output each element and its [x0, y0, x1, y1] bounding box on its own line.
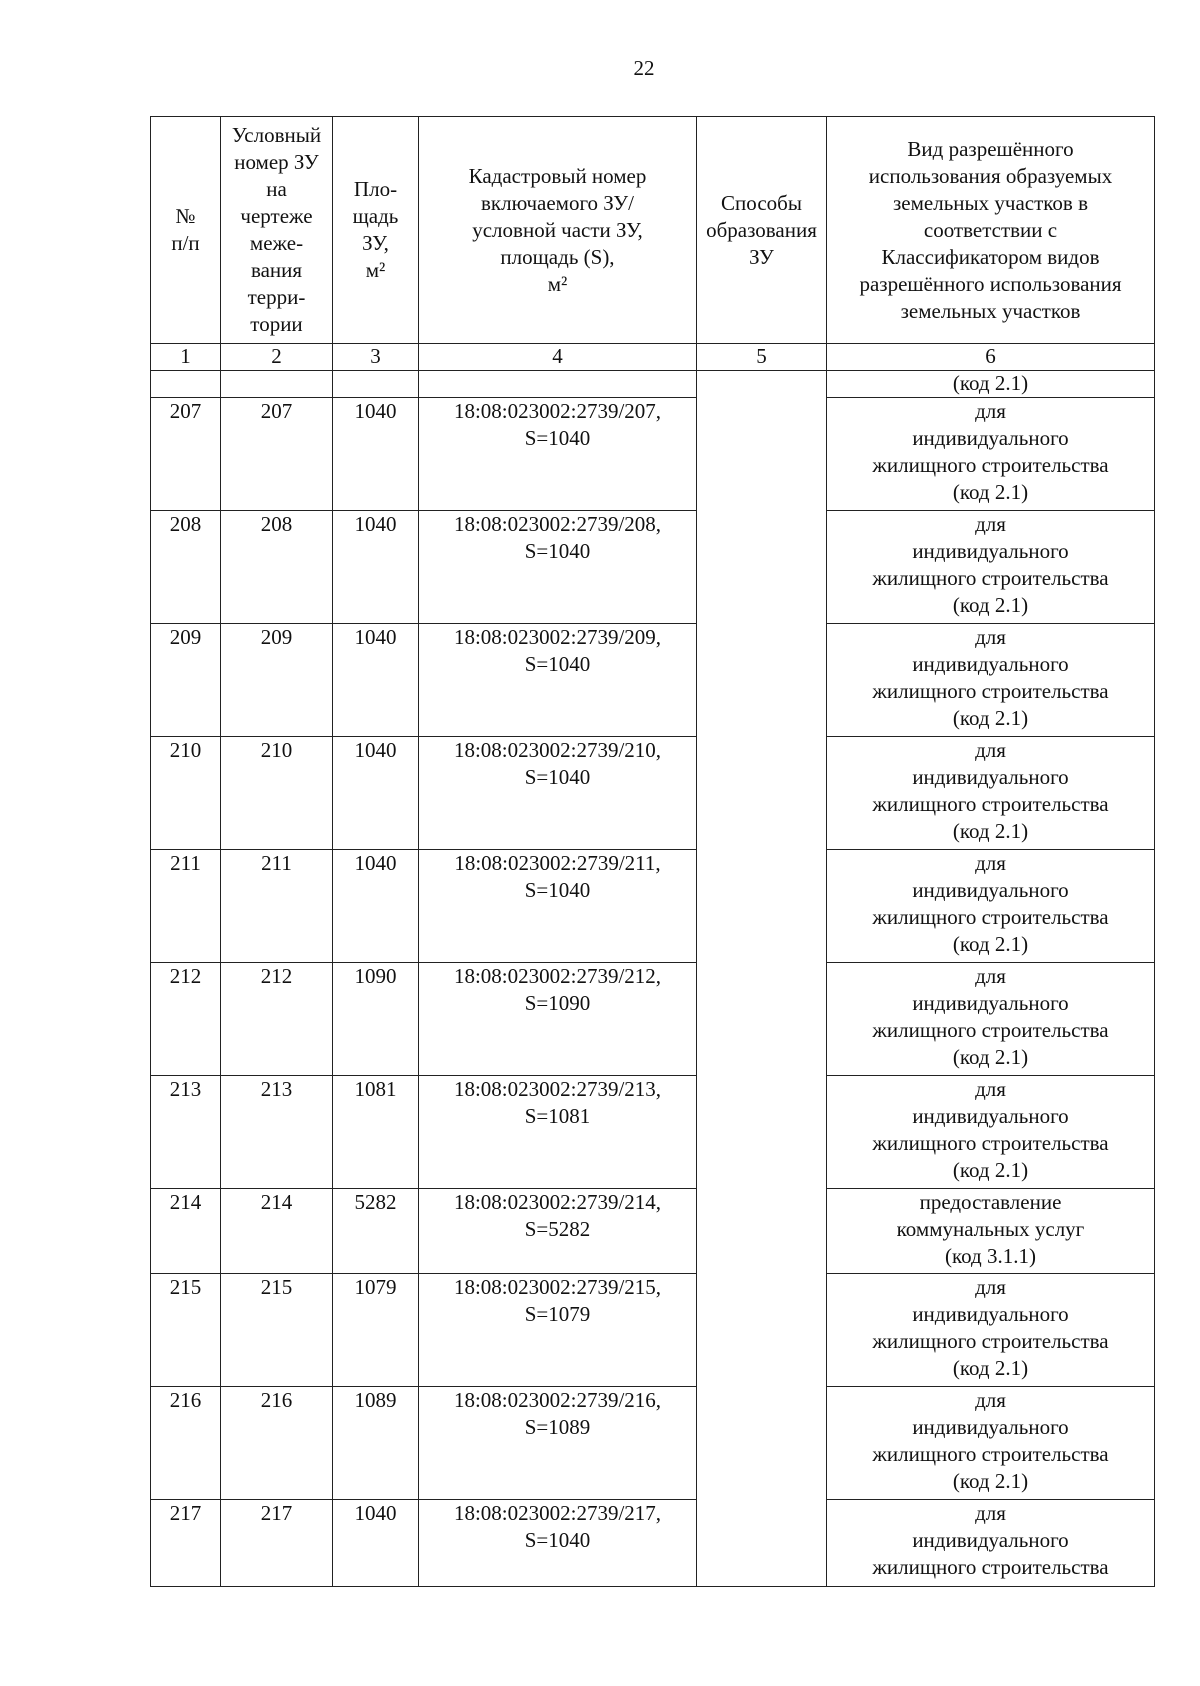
continuation-text: (код 2.1) [827, 371, 1155, 398]
header-line: № [175, 204, 196, 228]
row-number: 213 [151, 1076, 221, 1189]
conditional-number: 215 [221, 1274, 333, 1387]
header-col-2 [221, 117, 333, 344]
cadastral-number: 18:08:023002:2739/215, [453, 1275, 662, 1299]
cadastral-area: S=1081 [524, 1104, 591, 1128]
conditional-number: 209 [221, 624, 333, 737]
row-number: 214 [151, 1189, 221, 1274]
permitted-use-line: жилищного строительства [872, 1555, 1109, 1579]
table-row [151, 1076, 1155, 1189]
row-number: 217 [151, 1500, 221, 1587]
cadastral-area: S=1040 [524, 1528, 591, 1552]
permitted-use-line: жилищного строительства [872, 1329, 1109, 1353]
permitted-use-line: коммунальных услуг [896, 1217, 1085, 1241]
cadastral-number: 18:08:023002:2739/216, [453, 1388, 662, 1412]
permitted-use-line: (код 2.1) [952, 1158, 1029, 1182]
header-line: ЗУ [749, 244, 774, 269]
header-line: Условный [231, 123, 322, 147]
plot-area: 1040 [333, 1500, 419, 1587]
table-row [151, 737, 1155, 850]
header-col-5 [697, 117, 827, 344]
cadastral-number: 18:08:023002:2739/213, [453, 1077, 662, 1101]
permitted-use-line: (код 2.1) [952, 819, 1029, 843]
cadastral-number: 18:08:023002:2739/212, [453, 964, 662, 988]
permitted-use-line: (код 2.1) [952, 706, 1029, 730]
column-number: 4 [419, 344, 697, 371]
table-row [151, 398, 1155, 511]
permitted-use-line: жилищного строительства [872, 1442, 1109, 1466]
row-number: 216 [151, 1387, 221, 1500]
header-line: щадь [352, 204, 399, 228]
header-line: использования образуемых [868, 163, 1113, 188]
header-col-3 [333, 117, 419, 344]
permitted-use-line: индивидуального [912, 1104, 1069, 1128]
conditional-number: 210 [221, 737, 333, 850]
permitted-use-line: индивидуального [912, 652, 1069, 676]
cadastral-number-cell [419, 1076, 697, 1189]
permitted-use-line: (код 2.1) [952, 1469, 1029, 1493]
header-line: чертеже [240, 204, 313, 228]
row-number: 212 [151, 963, 221, 1076]
row-number: 210 [151, 737, 221, 850]
header-line: соответствии с [923, 217, 1058, 242]
conditional-number: 211 [221, 850, 333, 963]
row-number: 207 [151, 398, 221, 511]
permitted-use-line: (код 2.1) [952, 1356, 1029, 1380]
cadastral-number-cell [419, 1274, 697, 1387]
permitted-use-line: индивидуального [912, 426, 1069, 450]
table-row [151, 1189, 1155, 1274]
header-line: Способы [721, 190, 802, 215]
permitted-use-cell [827, 398, 1155, 511]
cadastral-number: 18:08:023002:2739/217, [453, 1501, 662, 1525]
header-line: тории [250, 312, 303, 336]
header-line: Пло- [353, 177, 398, 201]
header-line: вания [250, 258, 303, 282]
permitted-use-line: для [975, 1501, 1006, 1525]
permitted-use-cell [827, 1387, 1155, 1500]
permitted-use-cell [827, 624, 1155, 737]
permitted-use-line: жилищного строительства [872, 1018, 1109, 1042]
permitted-use-line: жилищного строительства [872, 679, 1109, 703]
cadastral-area: S=1040 [524, 878, 591, 902]
land-plots-table [150, 116, 1155, 1587]
column-number: 3 [333, 344, 419, 371]
cadastral-number: 18:08:023002:2739/208, [453, 512, 662, 536]
permitted-use-cell [827, 737, 1155, 850]
header-line: Классификатором видов [881, 244, 1100, 269]
conditional-number: 212 [221, 963, 333, 1076]
cadastral-number: 18:08:023002:2739/214, [453, 1190, 662, 1214]
permitted-use-line: для [975, 964, 1006, 988]
cadastral-number-cell [419, 1189, 697, 1274]
permitted-use-cell [827, 1076, 1155, 1189]
plot-area: 1040 [333, 511, 419, 624]
header-row [151, 117, 1155, 344]
permitted-use-line: для [975, 512, 1006, 536]
plot-area: 1079 [333, 1274, 419, 1387]
conditional-number: 208 [221, 511, 333, 624]
column-number: 2 [221, 344, 333, 371]
permitted-use-line: для [975, 1388, 1006, 1412]
cadastral-number-cell [419, 1387, 697, 1500]
cadastral-number: 18:08:023002:2739/211, [454, 851, 661, 875]
plot-area: 1040 [333, 398, 419, 511]
empty-cell [333, 371, 419, 398]
permitted-use-line: для [975, 1077, 1006, 1101]
permitted-use-cell [827, 850, 1155, 963]
table-row [151, 1274, 1155, 1387]
page-number: 22 [633, 56, 655, 80]
permitted-use-line: индивидуального [912, 539, 1069, 563]
header-col-1 [151, 117, 221, 344]
permitted-use-line: (код 2.1) [952, 480, 1029, 504]
permitted-use-line: (код 2.1) [952, 932, 1029, 956]
permitted-use-line: жилищного строительства [872, 566, 1109, 590]
header-col-6 [827, 117, 1155, 344]
permitted-use-line: индивидуального [912, 878, 1069, 902]
permitted-use-line: для [975, 738, 1006, 762]
header-line: терри- [247, 285, 306, 309]
table-row [151, 1387, 1155, 1500]
permitted-use-line: жилищного строительства [872, 453, 1109, 477]
table-row [151, 1500, 1155, 1587]
cadastral-number-cell [419, 850, 697, 963]
cadastral-number: 18:08:023002:2739/209, [453, 625, 662, 649]
row-number: 209 [151, 624, 221, 737]
permitted-use-line: для [975, 1275, 1006, 1299]
plot-area: 1040 [333, 737, 419, 850]
permitted-use-line: для [975, 851, 1006, 875]
cadastral-number-cell [419, 963, 697, 1076]
header-line: ЗУ, [362, 231, 389, 255]
header-line: включаемого ЗУ/ [480, 190, 635, 215]
header-line: Вид разрешённого [907, 136, 1074, 161]
cadastral-area: S=1040 [524, 426, 591, 450]
permitted-use-cell [827, 511, 1155, 624]
header-line: меже- [249, 231, 304, 255]
header-line: земельных участков [900, 298, 1081, 323]
conditional-number: 213 [221, 1076, 333, 1189]
column-number: 6 [827, 344, 1155, 371]
cadastral-number-cell [419, 1500, 697, 1587]
table-row [151, 850, 1155, 963]
conditional-number: 217 [221, 1500, 333, 1587]
cadastral-number: 18:08:023002:2739/210, [453, 738, 662, 762]
continuation-row [151, 371, 1155, 398]
header-line: м² [365, 258, 386, 282]
permitted-use-line: индивидуального [912, 991, 1069, 1015]
empty-cell [151, 371, 221, 398]
cadastral-number-cell [419, 511, 697, 624]
row-number: 215 [151, 1274, 221, 1387]
plot-area: 1040 [333, 624, 419, 737]
plot-area: 5282 [333, 1189, 419, 1274]
conditional-number: 216 [221, 1387, 333, 1500]
plot-area: 1040 [333, 850, 419, 963]
header-line: на [266, 177, 287, 201]
header-line: земельных участков в [893, 190, 1088, 215]
table-row [151, 963, 1155, 1076]
permitted-use-cell [827, 1274, 1155, 1387]
permitted-use-line: индивидуального [912, 1415, 1069, 1439]
empty-cell [419, 371, 697, 398]
table-row [151, 511, 1155, 624]
cadastral-number-cell [419, 398, 697, 511]
formation-method-cell [697, 371, 827, 1587]
cadastral-area: S=1040 [524, 765, 591, 789]
cadastral-number-cell [419, 737, 697, 850]
permitted-use-cell [827, 1500, 1155, 1587]
permitted-use-line: индивидуального [912, 1302, 1069, 1326]
permitted-use-line: (код 3.1.1) [945, 1244, 1036, 1268]
cadastral-area: S=1079 [524, 1302, 591, 1326]
plot-area: 1089 [333, 1387, 419, 1500]
permitted-use-cell [827, 1189, 1155, 1274]
column-number: 5 [697, 344, 827, 371]
column-number: 1 [151, 344, 221, 371]
permitted-use-line: предоставление [919, 1190, 1062, 1214]
permitted-use-line: (код 2.1) [952, 1045, 1029, 1069]
permitted-use-cell [827, 963, 1155, 1076]
cadastral-number: 18:08:023002:2739/207, [453, 399, 662, 423]
permitted-use-line: индивидуального [912, 765, 1069, 789]
cadastral-area: S=1040 [524, 652, 591, 676]
plot-area: 1090 [333, 963, 419, 1076]
permitted-use-line: для [975, 625, 1006, 649]
header-line: разрешённого использования [859, 271, 1122, 296]
header-line: п/п [171, 231, 200, 255]
cadastral-area: S=1040 [524, 539, 591, 563]
cadastral-area: S=1089 [524, 1415, 591, 1439]
permitted-use-line: жилищного строительства [872, 792, 1109, 816]
permitted-use-line: индивидуального [912, 1528, 1069, 1552]
row-number: 208 [151, 511, 221, 624]
header-line: Кадастровый номер [468, 163, 647, 188]
permitted-use-line: (код 2.1) [952, 593, 1029, 617]
permitted-use-line: для [975, 399, 1006, 423]
table-row [151, 624, 1155, 737]
permitted-use-line: жилищного строительства [872, 905, 1109, 929]
permitted-use-line: жилищного строительства [872, 1131, 1109, 1155]
cadastral-area: S=5282 [524, 1217, 591, 1241]
header-line: площадь (S), [500, 244, 615, 269]
row-number: 211 [151, 850, 221, 963]
cadastral-number-cell [419, 624, 697, 737]
conditional-number: 214 [221, 1189, 333, 1274]
column-number-row [151, 344, 1155, 371]
header-line: номер ЗУ [234, 150, 319, 174]
header-col-4 [419, 117, 697, 344]
header-line: условной части ЗУ, [472, 217, 643, 242]
plot-area: 1081 [333, 1076, 419, 1189]
conditional-number: 207 [221, 398, 333, 511]
empty-cell [221, 371, 333, 398]
cadastral-area: S=1090 [524, 991, 591, 1015]
header-line: образования [706, 217, 817, 242]
header-line: м² [547, 271, 568, 296]
